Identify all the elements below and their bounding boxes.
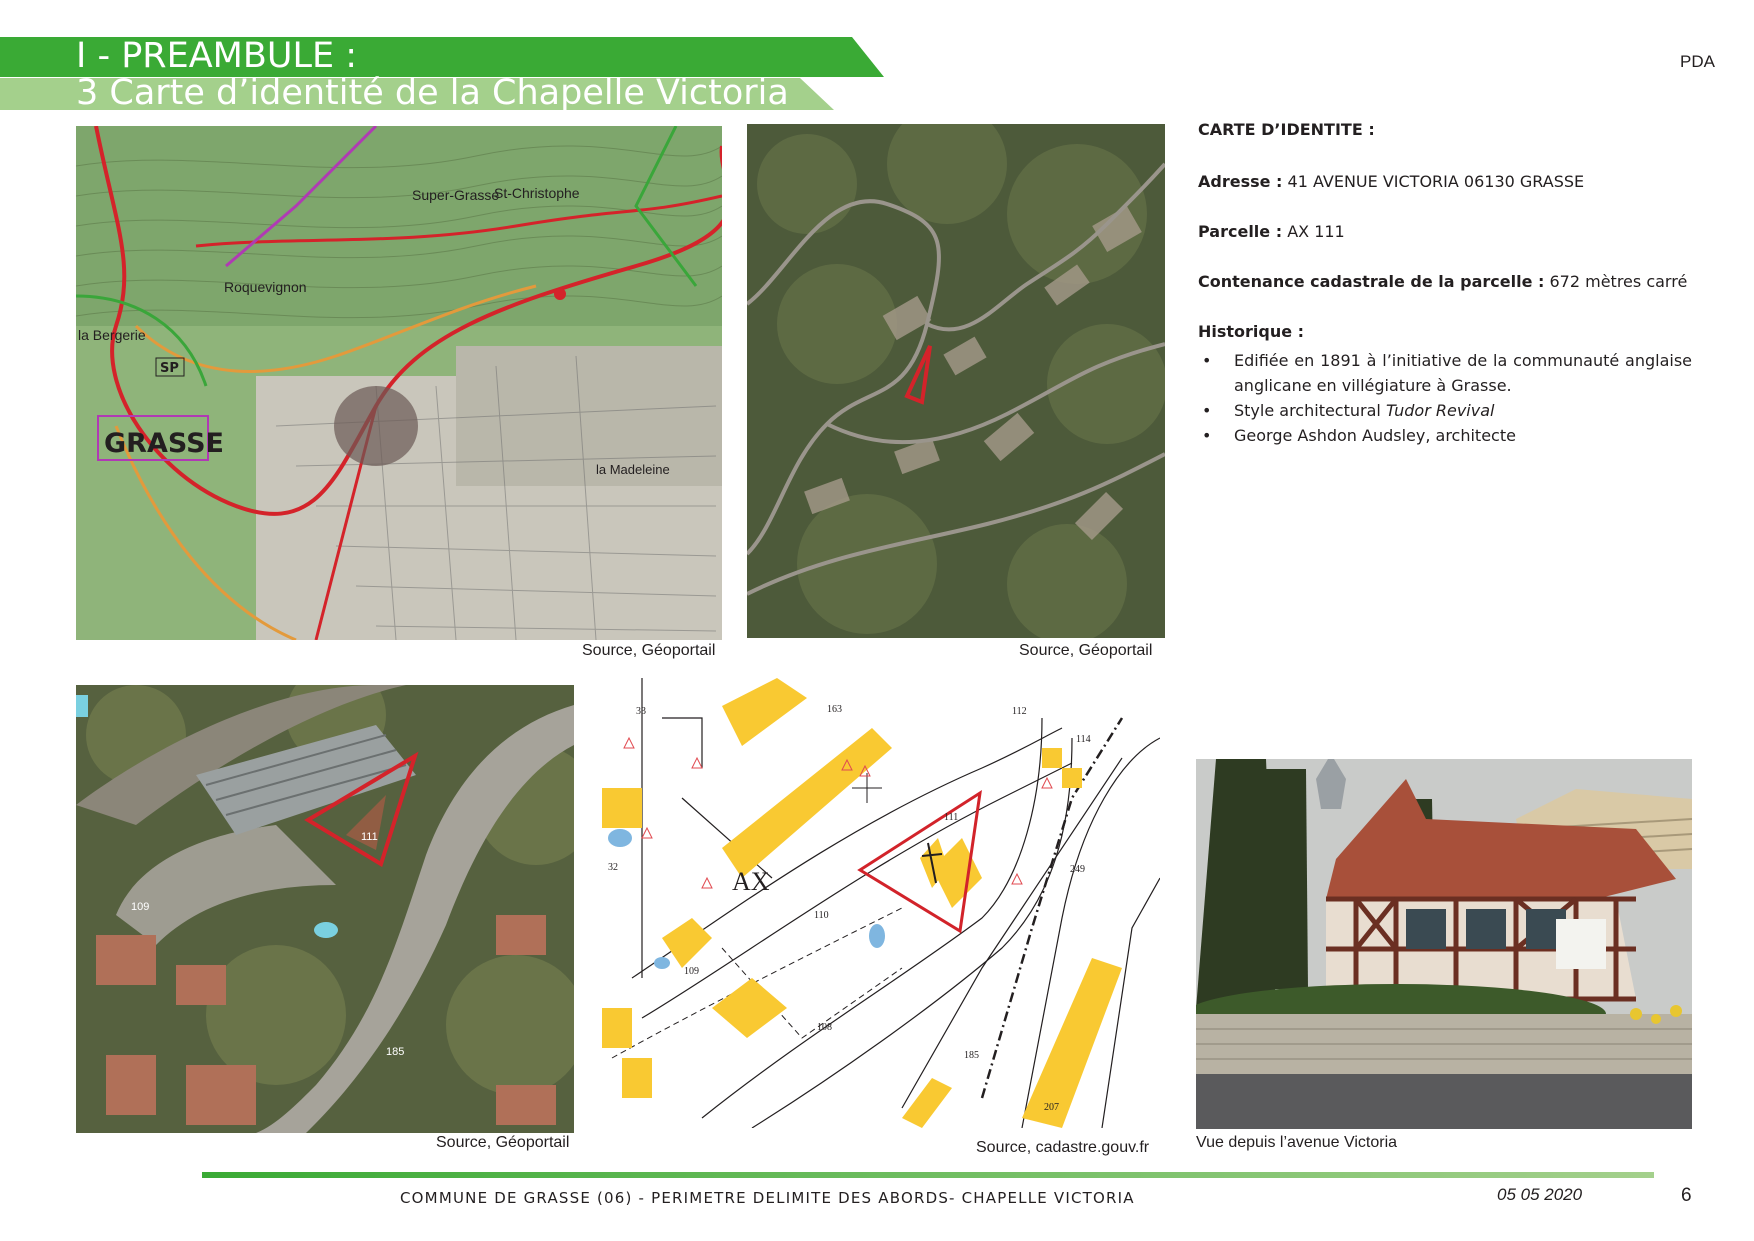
area-row: Contenance cadastrale de la parcelle : 672 mètres carré xyxy=(1198,272,1688,291)
history-heading: Historique : xyxy=(1198,322,1305,341)
topo-sp-label: SP xyxy=(160,361,179,376)
page-subtitle: 3 Carte d’identité de la Chapelle Victoria xyxy=(76,73,789,113)
aerial-wide-caption: Source, Géoportail xyxy=(1019,642,1153,659)
footer-date: 05 05 2020 xyxy=(1497,1185,1583,1204)
topo-town-label: GRASSE xyxy=(104,428,224,459)
cad-parcel-label: 33 xyxy=(636,706,646,717)
topo-place-label: la Madeleine xyxy=(596,462,670,477)
cadastre-caption: Source, cadastre.gouv.fr xyxy=(976,1139,1150,1156)
cad-parcel-label: 32 xyxy=(608,862,618,873)
history-item: • Edifiée en 1891 à l’initiative de la communauté anglaise anglicane en villégiature à Grasse. xyxy=(1202,351,1692,395)
cad-parcel-label: 112 xyxy=(1012,706,1027,717)
identity-heading: CARTE D’IDENTITE : xyxy=(1198,120,1375,139)
pda-tag: PDA xyxy=(1680,52,1715,71)
aerial-zoom-caption: Source, Géoportail xyxy=(436,1134,570,1151)
cad-parcel-label: 185 xyxy=(964,1050,979,1061)
topo-place-label: Roquevignon xyxy=(224,279,307,295)
cad-parcel-label: 109 xyxy=(684,966,699,977)
cadastre-plan xyxy=(602,678,1160,1128)
history-item: • George Ashdon Audsley, architecte xyxy=(1202,426,1516,445)
zoom-parcel-label: 111 xyxy=(361,831,378,843)
chapel-photo-caption: Vue depuis l’avenue Victoria xyxy=(1196,1134,1398,1151)
parcel-row: Parcelle : AX 111 xyxy=(1198,222,1345,241)
cad-parcel-label: 249 xyxy=(1070,864,1085,875)
zoom-parcel-label: 109 xyxy=(131,901,150,913)
history-list xyxy=(1198,348,1692,448)
section-title: I - PREAMBULE : xyxy=(76,36,358,76)
history-item: • Style architectural Tudor Revival xyxy=(1202,401,1495,420)
address-row: Adresse : 41 AVENUE VICTORIA 06130 GRASSE xyxy=(1198,172,1585,191)
zoom-parcel-label: 185 xyxy=(386,1046,405,1058)
topo-place-label: Super-Grasse xyxy=(412,187,500,203)
aerial-photo-zoom xyxy=(76,685,574,1133)
chapel-photo xyxy=(1196,759,1692,1129)
topo-place-label: la Bergerie xyxy=(78,327,146,343)
aerial-photo-wide xyxy=(747,124,1165,638)
cad-section-label: AX xyxy=(732,867,770,896)
topographic-map xyxy=(76,126,722,640)
cad-parcel-label: 108 xyxy=(817,1022,832,1033)
cad-parcel-label: 163 xyxy=(827,704,842,715)
topo-map-caption: Source, Géoportail xyxy=(582,642,716,659)
cad-parcel-label: 114 xyxy=(1076,734,1091,745)
cad-parcel-label: 111 xyxy=(944,812,959,823)
topo-place-label: St-Christophe xyxy=(494,185,580,201)
footer-title: COMMUNE DE GRASSE (06) - PERIMETRE DELIMITE DES ABORDS- CHAPELLE VICTORIA xyxy=(400,1189,1135,1207)
cad-parcel-label: 207 xyxy=(1044,1102,1059,1113)
footer-divider xyxy=(202,1172,1654,1178)
page-number: 6 xyxy=(1681,1185,1692,1206)
cad-parcel-label: 110 xyxy=(814,910,829,921)
